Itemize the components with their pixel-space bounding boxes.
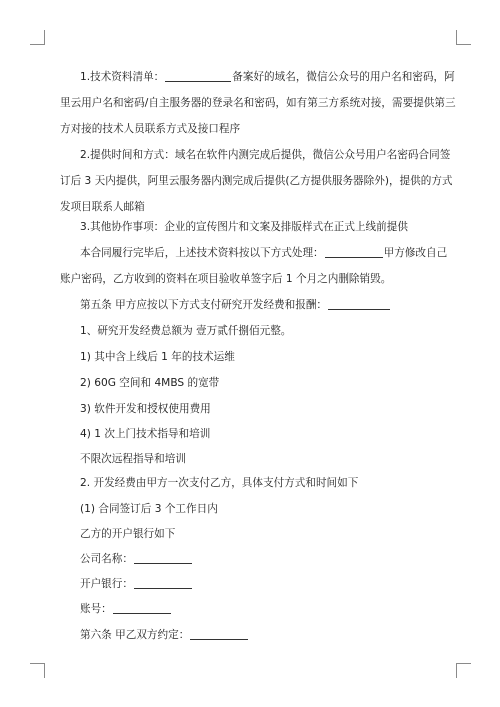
crop-mark-top-left — [30, 30, 45, 45]
inclusion-item-3: 3) 软件开发和授权使用费用 — [80, 403, 211, 415]
clause-6-heading — [80, 628, 440, 642]
account-number-line — [80, 602, 440, 616]
materials-handling-text: 本合同履行完毕后，上述技术资料按以下方式处理： — [80, 247, 324, 259]
clause-6-heading-text: 第六条 甲乙双方约定： — [80, 629, 190, 641]
clause-5-heading — [80, 298, 440, 312]
bank-intro-line: 乙方的开户银行如下 — [80, 528, 176, 540]
account-number-label: 账号： — [80, 603, 112, 615]
company-name-blank — [134, 552, 192, 564]
bank-name-label: 开户银行： — [80, 578, 133, 590]
clause-5-heading-text: 第五条 甲方应按以下方式支付研究开发经费和报酬： — [80, 299, 328, 311]
inclusion-item-2: 2) 60G 空间和 4MBS 的宽带 — [80, 377, 220, 389]
inclusion-item-1: 1) 其中含上线后 1 年的技术运维 — [80, 351, 235, 363]
materials-handling-line-2: 账户密码，乙方收到的资料在项目验收单签字后 1 个月之内删除销毁。 — [60, 273, 392, 285]
materials-handling-text-2: 甲方修改自己 — [383, 247, 448, 259]
tech-materials-line-2: 里云用户名和密码/自主服务器的登录名和密码，如有第三方系统对接，需要提供第三 — [60, 97, 456, 109]
crop-mark-bottom-left — [30, 663, 45, 678]
clause-6-heading-blank — [190, 628, 248, 640]
provision-time-line-1: 2.提供时间和方式：域名在软件内测完成后提供，微信公众号用户名密码合同签 — [80, 149, 451, 161]
fee-total-line: 1、研究开发经费总额为 壹万贰仟捌佰元整。 — [80, 325, 292, 337]
provision-time-line-3: 发项目联系人邮箱 — [60, 201, 145, 213]
payment-method-line: 2. 开发经费由甲方一次支付乙方，具体支付方式和时间如下 — [80, 477, 359, 489]
company-name-label: 公司名称： — [80, 553, 133, 565]
crop-mark-bottom-right — [456, 663, 471, 678]
tech-materials-text: 备案好的域名，微信公众号的用户名和密码，阿 — [232, 71, 455, 83]
tech-materials-label: 1.技术资料清单： — [80, 71, 165, 83]
clause-5-heading-blank — [328, 298, 390, 310]
crop-mark-top-right — [456, 30, 471, 45]
company-name-line — [80, 552, 440, 566]
tech-materials-line-3: 方对接的技术人员联系方式及接口程序 — [60, 123, 241, 135]
provision-time-line-2: 订后 3 天内提供，阿里云服务器内测完成后提供(乙方提供服务器除外)，提供的方式 — [60, 175, 453, 187]
bank-name-line — [80, 577, 440, 591]
materials-handling-line-1 — [80, 246, 448, 260]
bank-name-blank — [134, 577, 192, 589]
inclusion-item-4: 4) 1 次上门技术指导和培训 — [80, 428, 211, 440]
inclusion-item-5: 不限次远程指导和培训 — [80, 453, 186, 465]
tech-materials-line-1 — [80, 70, 455, 84]
account-number-blank — [113, 602, 171, 614]
materials-handling-blank — [325, 246, 383, 258]
payment-time-line: (1) 合同签订后 3 个工作日内 — [80, 503, 218, 515]
tech-materials-blank — [165, 70, 231, 82]
other-cooperation-line: 3.其他协作事项：企业的宣传图片和文案及排版样式在正式上线前提供 — [80, 221, 408, 233]
